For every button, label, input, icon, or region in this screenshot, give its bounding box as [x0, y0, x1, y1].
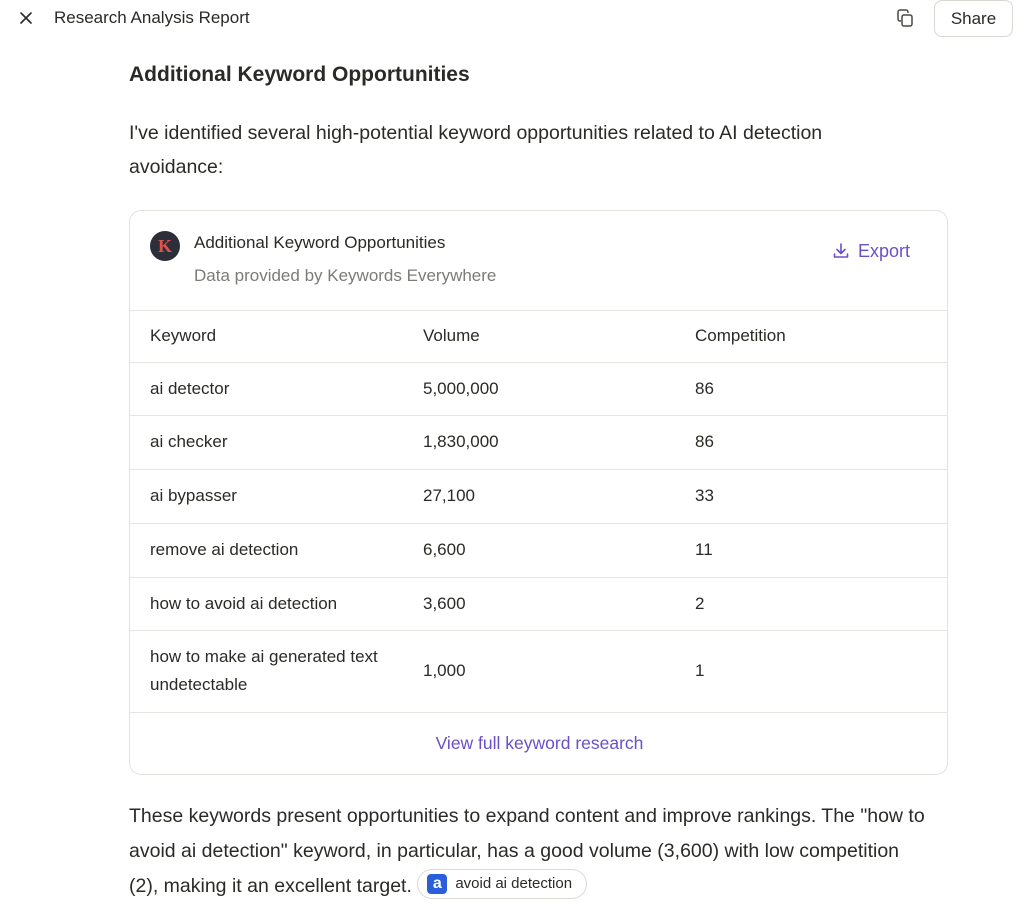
- volume-cell: 3,600: [423, 594, 466, 613]
- volume-cell: 1,830,000: [423, 432, 499, 451]
- table-header-row: [130, 310, 948, 362]
- intro-paragraph: I've identified several high-potential keyword opportunities related to AI detection avoidance:: [129, 122, 823, 178]
- keyword-cell: ai detector: [150, 379, 230, 398]
- volume-cell: 5,000,000: [423, 379, 499, 398]
- download-icon: [832, 242, 850, 260]
- keyword-table: [130, 310, 948, 775]
- copy-icon: [895, 8, 915, 28]
- header-competition: Competition: [695, 326, 786, 345]
- copy-button[interactable]: [894, 7, 916, 29]
- competition-cell: 86: [695, 379, 714, 398]
- chip-source-icon: a: [427, 874, 447, 894]
- keyword-cell: ai bypasser: [150, 486, 237, 505]
- competition-cell: 33: [695, 486, 714, 505]
- keyword-card: [129, 210, 948, 775]
- section-heading: Additional Keyword Opportunities: [129, 63, 470, 86]
- table-footer-row: [130, 712, 948, 775]
- outro-paragraph: [129, 799, 929, 904]
- view-full-research-link[interactable]: View full keyword research: [435, 733, 644, 753]
- volume-cell: 27,100: [423, 486, 475, 505]
- volume-cell: 1,000: [423, 661, 466, 680]
- close-button[interactable]: [16, 8, 36, 28]
- export-button[interactable]: [832, 239, 910, 263]
- document-title: Research Analysis Report: [54, 8, 250, 27]
- keyword-cell: how to avoid ai detection: [150, 594, 338, 613]
- card-title: Additional Keyword Opportunities: [194, 233, 446, 252]
- table-row: [130, 362, 948, 415]
- volume-cell: 6,600: [423, 540, 466, 559]
- keyword-cell: how to make ai generated text undetectable: [150, 647, 378, 694]
- competition-cell: 1: [695, 661, 705, 680]
- close-icon: [19, 11, 33, 25]
- table-row: [130, 469, 948, 523]
- table-row: [130, 630, 948, 712]
- chip-label: avoid ai detection: [455, 875, 573, 893]
- keyword-cell: ai checker: [150, 432, 228, 451]
- share-button[interactable]: Share: [934, 0, 1013, 37]
- logo-letter: K: [157, 235, 172, 256]
- top-bar: [0, 0, 1024, 38]
- table-row: [130, 523, 948, 577]
- card-subtitle: Data provided by Keywords Everywhere: [194, 266, 497, 285]
- header-volume: Volume: [423, 326, 480, 345]
- outro-text: These keywords present opportunities to expand content and improve rankings. The "how to avoid ai detection" keyword, in particular, has a good volume (3,600) with low competition (2), making it an excellent target.: [129, 805, 925, 897]
- header-keyword: Keyword: [150, 326, 217, 345]
- competition-cell: 86: [695, 432, 714, 451]
- competition-cell: 2: [695, 594, 705, 613]
- keyword-cell: remove ai detection: [150, 540, 299, 559]
- competition-cell: 11: [695, 540, 713, 559]
- table-row: [130, 415, 948, 469]
- citation-chip[interactable]: [417, 869, 587, 899]
- keywords-everywhere-logo: [150, 231, 180, 261]
- table-row: [130, 577, 948, 630]
- export-label: Export: [858, 240, 911, 261]
